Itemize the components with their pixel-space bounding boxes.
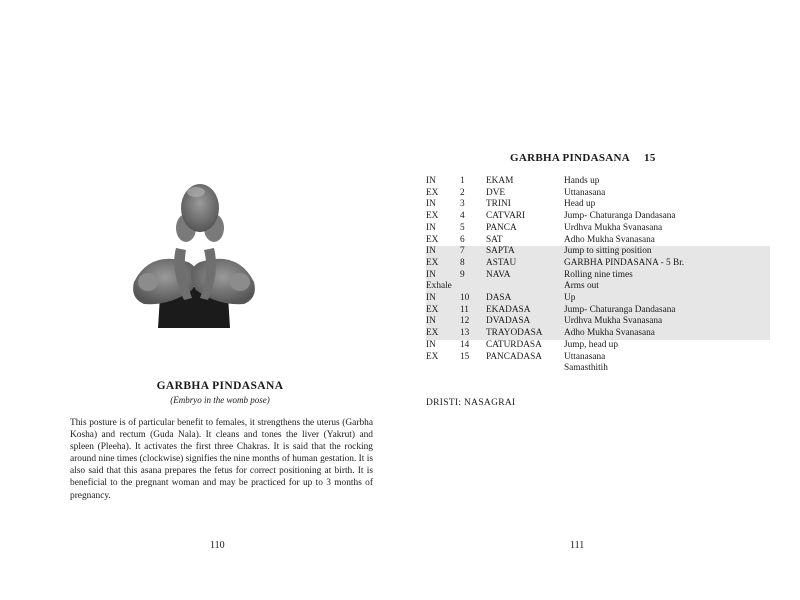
breath-cell: IN <box>426 270 460 282</box>
sanskrit-count-cell: NAVA <box>486 270 564 282</box>
description-cell: Rolling nine times <box>564 270 770 282</box>
sequence-heading-number: 15 <box>644 152 656 164</box>
breath-cell: EX <box>426 328 460 340</box>
sanskrit-count-cell: TRINI <box>486 199 511 210</box>
description-cell: Hands up <box>564 176 600 186</box>
count-cell: 8 <box>460 258 486 270</box>
breath-cell: EX <box>426 258 460 270</box>
dristi-label: DRISTI: NASAGRAI <box>426 398 516 408</box>
breath-cell: IN <box>426 246 460 258</box>
count-cell: 13 <box>460 328 486 340</box>
count-cell <box>460 281 486 293</box>
table-row <box>426 188 770 200</box>
table-row <box>426 270 770 282</box>
count-cell: 10 <box>460 293 486 305</box>
count-cell: 7 <box>460 246 486 258</box>
pose-subtitle: (Embryo in the womb pose) <box>170 395 270 405</box>
count-cell: 5 <box>460 222 465 233</box>
count-cell: 9 <box>460 270 486 282</box>
breath-cell: IN <box>426 199 436 210</box>
table-row <box>426 211 770 223</box>
description-cell: Urdhva Mukha Svanasana <box>564 222 663 233</box>
count-cell <box>460 363 486 375</box>
description-cell: Head up <box>564 199 596 210</box>
description-cell: Jump- Chaturanga Dandasana <box>564 305 770 317</box>
count-cell: 15 <box>460 351 470 362</box>
description-cell: Jump- Chaturanga Dandasana <box>564 211 676 222</box>
sanskrit-count-cell: PANCA <box>486 222 517 233</box>
sequence-heading-title: GARBHA PINDASANA <box>510 152 631 164</box>
breath-cell: EX <box>426 305 460 317</box>
breath-cell: EX <box>426 211 439 222</box>
table-row <box>426 305 770 317</box>
description-cell: GARBHA PINDASANA - 5 Br. <box>564 258 770 270</box>
page-number-left: 110 <box>210 540 225 551</box>
breath-cell: Exhale <box>426 281 460 293</box>
sanskrit-count-cell: ASTAU <box>486 258 564 270</box>
sanskrit-count-cell: EKAM <box>486 176 514 186</box>
breath-cell: IN <box>426 176 436 186</box>
table-row <box>426 340 770 352</box>
yoga-pose-photo <box>130 178 258 330</box>
table-row <box>426 293 770 305</box>
right-page <box>400 0 800 600</box>
breath-cell: EX <box>426 234 439 245</box>
page-number-right: 111 <box>570 540 585 551</box>
table-row <box>426 199 770 211</box>
pose-title: GARBHA PINDASANA <box>156 380 284 392</box>
count-cell: 4 <box>460 211 465 222</box>
breath-cell: IN <box>426 222 436 233</box>
sanskrit-count-cell <box>486 363 564 375</box>
description-cell: Up <box>564 293 770 305</box>
breath-cell: IN <box>426 316 460 328</box>
table-row <box>426 223 770 235</box>
sanskrit-count-cell: DVE <box>486 187 506 198</box>
vinyasa-count-table <box>426 176 770 375</box>
table-row <box>426 363 770 375</box>
sanskrit-count-cell: PANCADASA <box>486 351 542 362</box>
description-cell: Uttanasana <box>564 351 606 362</box>
description-cell: Arms out <box>564 281 770 293</box>
count-cell: 6 <box>460 234 465 245</box>
table-row <box>426 281 770 293</box>
count-cell: 2 <box>460 187 465 198</box>
sanskrit-count-cell <box>486 281 564 293</box>
table-row <box>426 235 770 247</box>
count-cell: 3 <box>460 199 465 210</box>
sanskrit-count-cell: DASA <box>486 293 564 305</box>
sequence-heading <box>510 152 656 164</box>
table-row <box>426 352 770 364</box>
table-row <box>426 176 770 188</box>
description-cell: Adho Mukha Svanasana <box>564 234 655 245</box>
sanskrit-count-cell: TRAYODASA <box>486 328 564 340</box>
breath-cell: IN <box>426 293 460 305</box>
table-row <box>426 246 770 258</box>
sanskrit-count-cell: CATURDASA <box>486 339 542 350</box>
breath-cell <box>426 363 460 375</box>
description-cell: Jump, head up <box>564 339 618 350</box>
sanskrit-count-cell: SAT <box>486 234 503 245</box>
breath-cell: IN <box>426 339 436 350</box>
sanskrit-count-cell: EKADASA <box>486 305 564 317</box>
count-cell: 11 <box>460 305 486 317</box>
description-cell: Uttanasana <box>564 187 606 198</box>
sanskrit-count-cell: SAPTA <box>486 246 564 258</box>
count-cell: 12 <box>460 316 486 328</box>
breath-cell: EX <box>426 351 439 362</box>
table-row <box>426 258 770 270</box>
description-cell: Jump to sitting position <box>564 246 770 258</box>
pose-description: This posture is of particular benefit to females, it strengthens the uterus (Garbha Kosha) and rectum (Guda Nala). It cleans and tones the liver (Yakrut) and spleen (Pleeha). It activates the first three Chakras. It is said that the rocking around nine times (clockwise) signifies the nine months of human gestation. It is also said that this asana prepares the fetus for correct positioning at birth. It is beneficial to the pregnant woman and may be practiced for up to 3 months of pregnancy. <box>70 418 373 501</box>
table-row <box>426 328 770 340</box>
description-cell: Samasthitih <box>564 363 608 374</box>
sanskrit-count-cell: CATVARI <box>486 211 526 222</box>
breath-cell: EX <box>426 187 439 198</box>
table-row <box>426 316 770 328</box>
count-cell: 1 <box>460 176 465 186</box>
description-cell: Adho Mukha Svanasana <box>564 328 770 340</box>
sanskrit-count-cell: DVADASA <box>486 316 564 328</box>
count-cell: 14 <box>460 339 470 350</box>
description-cell: Urdhva Mukha Svanasana <box>564 316 770 328</box>
